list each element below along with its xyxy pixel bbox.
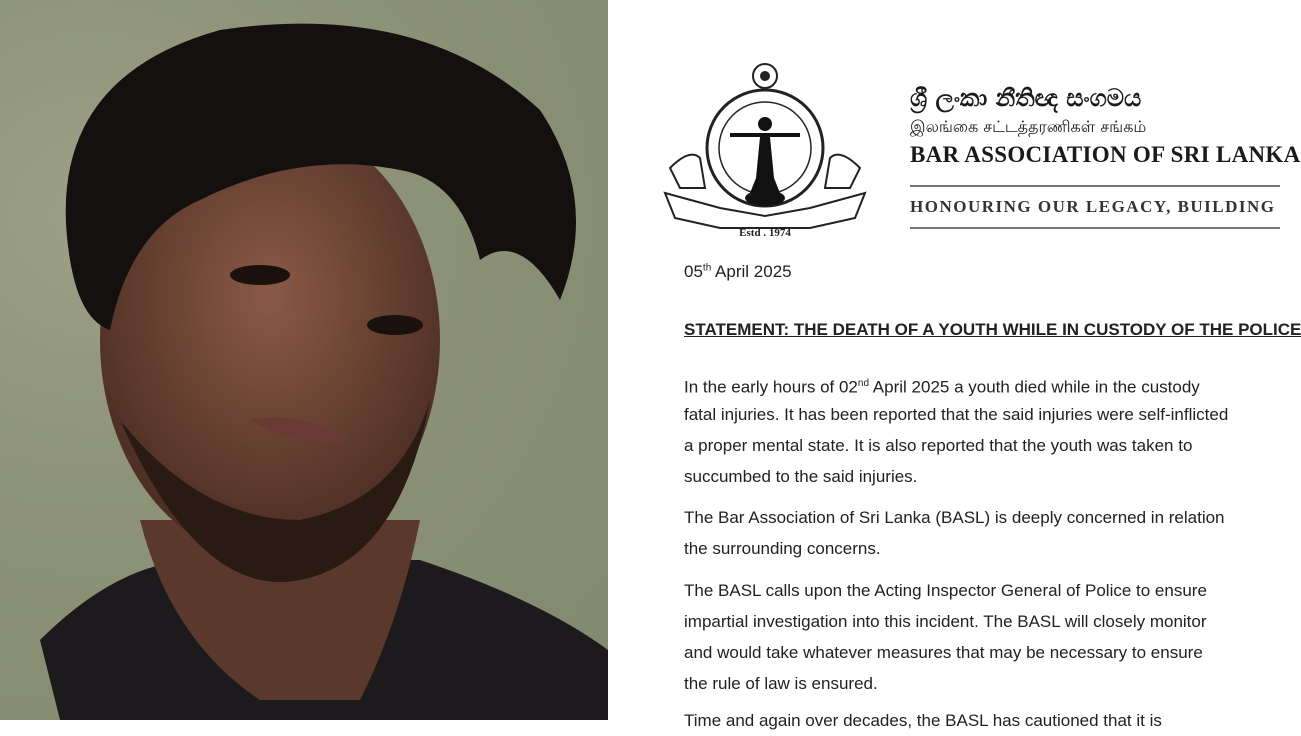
header-rule xyxy=(910,227,1280,229)
paragraph-line xyxy=(684,368,1228,399)
paragraph-3 xyxy=(684,575,1207,699)
sinhala-name: ශ්‍රී ලංකා නීතිඥ සංගමය xyxy=(910,84,1142,112)
portrait-illustration xyxy=(0,0,608,720)
date-day: 05 xyxy=(684,262,703,281)
portrait-photo xyxy=(0,0,608,720)
date-suffix: th xyxy=(702,262,712,274)
motto: HONOURING OUR LEGACY, BUILDING xyxy=(910,197,1276,216)
text: April 2025 a youth died while in the custody xyxy=(869,377,1200,397)
paragraph-line: The Bar Association of Sri Lanka (BASL) is deeply concerned in relation xyxy=(684,508,1225,527)
paragraph-line: and would take whatever measures that may be necessary to ensure xyxy=(684,643,1203,662)
paragraph-line: the surrounding concerns. xyxy=(684,539,881,558)
paragraph-line: impartial investigation into this incident. The BASL will closely monitor xyxy=(684,612,1207,631)
paragraph-line: Time and again over decades, the BASL has cautioned that it is xyxy=(684,711,1162,730)
english-name: BAR ASSOCIATION OF SRI LANKA xyxy=(910,142,1301,167)
basl-logo xyxy=(660,58,870,238)
paragraph-line: the rule of law is ensured. xyxy=(684,674,878,693)
text: In the early hours of 02 xyxy=(684,377,858,397)
paragraph-line: The BASL calls upon the Acting Inspector General of Police to ensure xyxy=(684,581,1207,600)
text: nd xyxy=(857,378,870,389)
paragraph-4 xyxy=(684,705,1162,736)
paragraph-line: a proper mental state. It is also reported that the youth was taken to xyxy=(684,436,1193,455)
statement-title: STATEMENT: THE DEATH OF A YOUTH WHILE IN CUSTODY OF THE POLICE xyxy=(684,320,1301,339)
logo-established-text: Estd . 1974 xyxy=(739,227,791,239)
paragraph-1 xyxy=(684,368,1228,492)
paragraph-line: succumbed to the said injuries. xyxy=(684,467,918,486)
paragraph-line: fatal injuries. It has been reported that the said injuries were self-inflicted xyxy=(684,405,1229,424)
header-rule xyxy=(910,185,1280,187)
statement-date xyxy=(684,262,792,282)
statement-document xyxy=(610,0,1301,730)
paragraph-2 xyxy=(684,502,1225,564)
tamil-name: இலங்கை சட்டத்தரணிகள் சங்கம் xyxy=(910,117,1147,136)
date-rest: April 2025 xyxy=(711,262,792,281)
